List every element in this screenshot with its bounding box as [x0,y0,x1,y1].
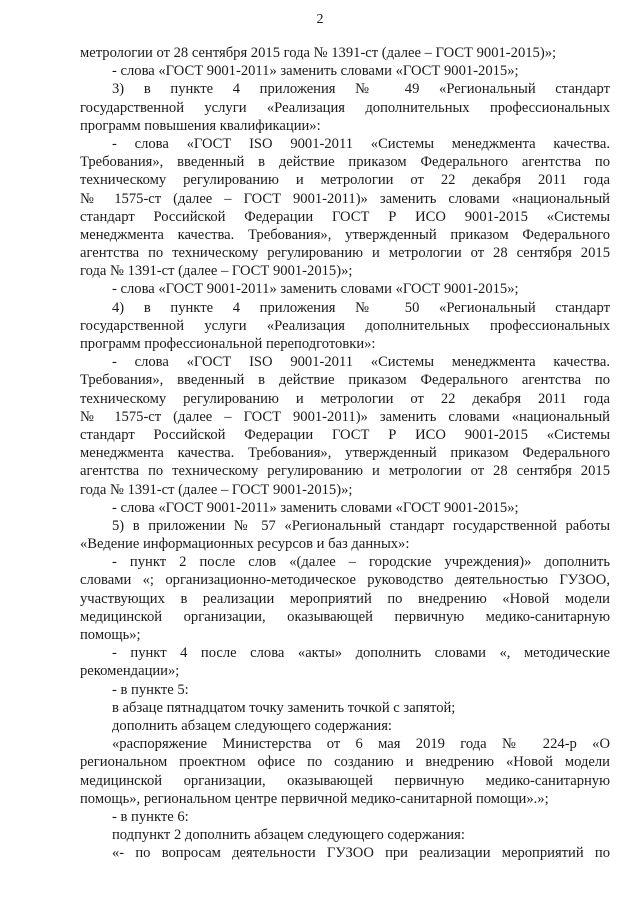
text-line: - в пункте 5: [112,681,189,698]
text-line: стандарт Российской Федерации ГОСТ Р ИСО 9001-2015 «Системы [80,426,610,443]
text-line: дополнить абзацем следующего содержания: [112,717,392,734]
text-line: государственной услуги «Реализация дополнительных профессиональных [80,317,610,334]
text-line: - пункт 2 после слов «(далее – городские учреждения)» дополнить [112,554,610,571]
text-line: «Ведение информационных ресурсов и баз данных»: [80,536,410,553]
text-line: 5) в приложении № 57 «Региональный стандарт государственной работы [112,517,610,534]
text-line: 3) в пункте 4 приложения № 49 «Региональный стандарт [112,81,610,98]
text-line: - слова «ГОСТ ISO 9001-2011 «Системы менеджмента качества. [112,354,610,371]
text-line: - слова «ГОСТ 9001-2011» заменить словами «ГОСТ 9001-2015»; [112,63,519,80]
text-line: медицинской организации, оказывающей первичную медико-санитарную [80,608,610,625]
text-line: техническому регулированию и метрологии от 22 декабря 2011 года [80,390,610,407]
text-line: подпункт 2 дополнить абзацем следующего содержания: [112,827,465,844]
text-line: региональном проектном офисе по созданию и внедрению «Новой модели [80,754,610,771]
text-line: - пункт 4 после слова «акты» дополнить словами «, методические [112,645,610,662]
text-line: помощь»; [80,627,141,643]
text-line: Требования», введенный в действие приказом Федерального агентства по [80,372,610,389]
text-line: в абзаце пятнадцатом точку заменить точкой с запятой; [112,699,456,716]
text-line: 4) в пункте 4 приложения № 50 «Региональный стандарт [112,299,610,316]
text-line: года № 1391-ст (далее – ГОСТ 9001-2015)»; [80,263,353,280]
text-line: участвующих в реализации мероприятий по внедрению «Новой модели [80,590,610,607]
text-line: программ профессиональной переподготовки»: [80,336,376,352]
text-line: - слова «ГОСТ 9001-2011» заменить словами «ГОСТ 9001-2015»; [112,281,519,298]
text-line: рекомендации»; [80,663,180,680]
text-line: помощь», региональном центре первичной медико-санитарной помощи».»; [80,790,549,807]
text-line: «распоряжение Министерства от 6 мая 2019 года № 224-р «О [112,736,610,753]
text-line: агентства по техническому регулированию и метрологии от 28 сентября 2015 [80,245,610,262]
text-line: агентства по техническому регулированию и метрологии от 28 сентября 2015 [80,463,610,480]
document-body [80,44,610,862]
text-line: государственной услуги «Реализация дополнительных профессиональных [80,99,610,116]
text-line: метрологии от 28 сентября 2015 года № 1391-ст (далее – ГОСТ 9001-2015)»; [80,45,557,61]
text-line: - слова «ГОСТ 9001-2011» заменить словами «ГОСТ 9001-2015»; [112,499,519,516]
text-line: «- по вопросам деятельности ГУЗОО при реализации мероприятий по [112,845,610,862]
text-line: стандарт Российской Федерации ГОСТ Р ИСО 9001-2015 «Системы [80,208,610,225]
page-number: 2 [316,12,324,27]
text-line: - в пункте 6: [112,808,189,825]
text-line: - слова «ГОСТ ISO 9001-2011 «Системы менеджмента качества. [112,135,610,152]
text-line: года № 1391-ст (далее – ГОСТ 9001-2015)»; [80,481,353,498]
text-line: менеджмента качества. Требования», утвержденный приказом Федерального [80,226,610,243]
text-line: менеджмента качества. Требования», утвержденный приказом Федерального [80,445,610,462]
text-line: техническому регулированию и метрологии от 22 декабря 2011 года [80,172,610,189]
text-line: № 1575-ст (далее – ГОСТ 9001-2011)» заменить словами «национальный [80,190,610,207]
text-line: № 1575-ст (далее – ГОСТ 9001-2011)» заменить словами «национальный [80,408,610,425]
text-line: Требования», введенный в действие приказом Федерального агентства по [80,154,610,171]
text-line: медицинской организации, оказывающей первичную медико-санитарную [80,772,610,789]
text-line: программ повышения квалификации»: [80,117,321,134]
text-line: словами «; организационно-методическое руководство деятельностью ГУЗОО, [80,572,610,589]
